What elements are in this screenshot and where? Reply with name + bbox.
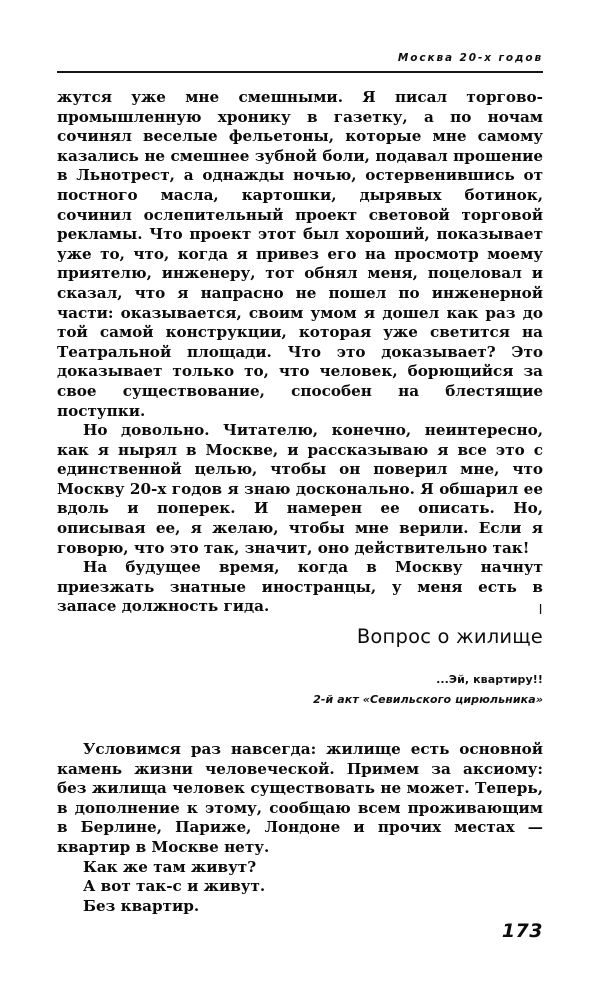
epigraph	[57, 672, 543, 708]
epigraph-quote: ...Эй, квартиру!!	[436, 673, 543, 686]
section-heading-block	[57, 604, 543, 650]
paragraph: жутся уже мне смешными. Я писал торгово-промышленную хронику в газетку, а по ночам сочинял веселые фельетоны, которые мне самому казались не смешнее зубной боли, подавал прошение в Льнотрест, а однажды ночью, остервенившись от постного масла, картошки, дырявых ботинок, сочинил ослепительный проект световой торговой рекламы. Что проект этот был хороший, показывает уже то, что, когда я привез его на просмотр моему приятелю, инженеру, тот обнял меня, поцеловал и сказал, что я напрасно не пошел по инженерной части: оказывается, своим умом я дошел как раз до той самой конструкции, которая уже светится на Театральной площади. Что это доказывает? Это доказывает только то, что человек, борющийся за свое существование, способен на блестящие поступки.	[57, 88, 543, 420]
short-line: Как же там живут?	[83, 857, 257, 876]
section-title: Вопрос о жилище	[356, 625, 543, 648]
paragraph: Условимся раз навсегда: жилище есть основной камень жизни человеческой. Примем за аксиому: без жилища человек существовать не может. Теперь, в дополнение к этому, сообщаю всем проживающим в Берлине, Париже, Лондоне и прочих местах — квартир в Москве нету.	[57, 740, 543, 856]
short-line: А вот так-с и живут.	[83, 877, 266, 896]
paragraph: На будущее время, когда в Москву начнут приезжать знатные иностранцы, у меня есть в запасе должность гида.	[57, 558, 543, 616]
section-numeral: I	[538, 603, 543, 618]
paragraph: Но довольно. Читателю, конечно, неинтересно, как я нырял в Москве, и рассказываю я все это с единственной целью, чтобы он поверил мне, что Москву 20-х годов я знаю досконально. Я обшарил ее вдоль и поперек. И намерен ее описать. Но, описывая ее, я желаю, чтобы мне верили. Если я говорю, что это так, значит, оно действительно так!	[57, 421, 543, 557]
running-head: Москва 20-х годов	[397, 52, 543, 64]
body-text-lower	[57, 740, 543, 916]
header-rule	[57, 71, 543, 73]
short-line-group	[57, 858, 543, 917]
page-number: 173	[501, 920, 543, 942]
epigraph-source: 2-й акт «Севильского цирюльника»	[313, 693, 543, 706]
body-text-upper	[57, 88, 543, 617]
short-line: Без квартир.	[83, 896, 200, 915]
